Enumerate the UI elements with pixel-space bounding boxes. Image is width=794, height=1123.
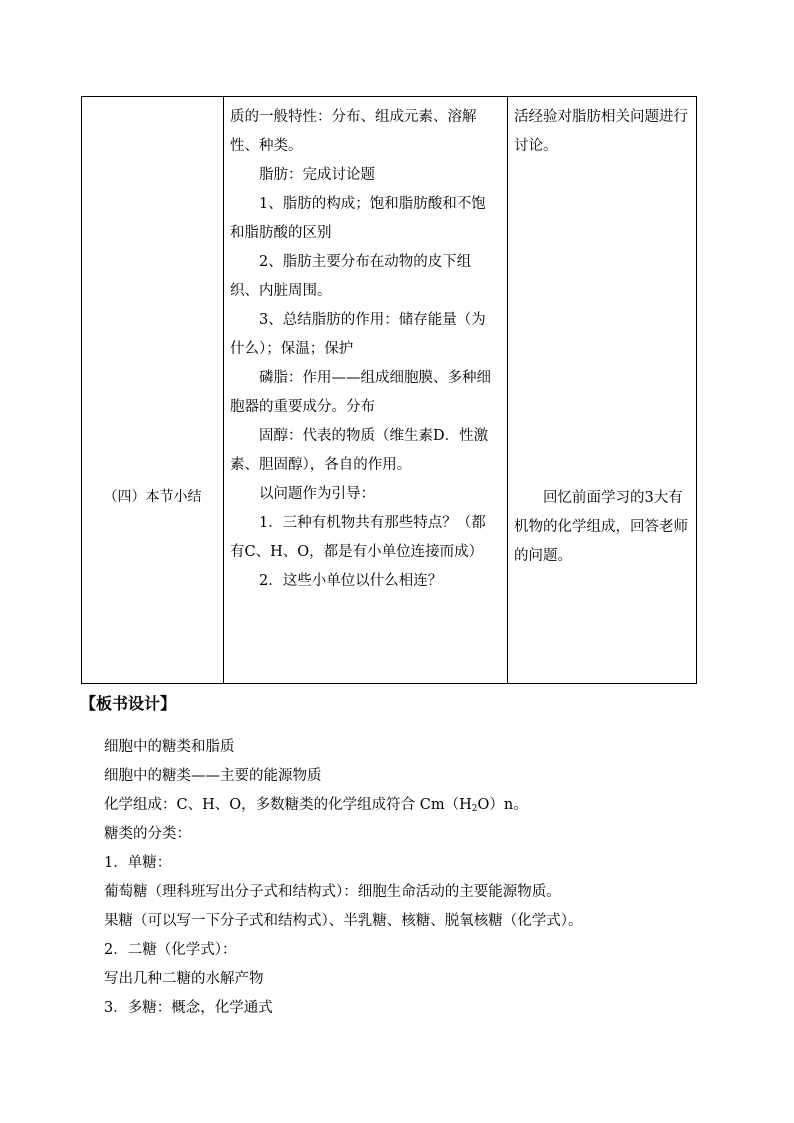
board-line: 3．多糖：概念，化学通式 — [104, 1000, 273, 1016]
formula-text: 化学组成：C、H、O，多数糖类的化学组成符合 Cm（H — [104, 797, 472, 813]
board-line: 2．二糖（化学式）： — [104, 942, 237, 958]
formula-text-end: O）n。 — [477, 797, 528, 813]
content-line: 脂肪：完成讨论题 — [259, 167, 375, 183]
student-activity-top: 活经验对脂肪相关问题进行讨论。 — [514, 109, 688, 154]
content-line: 质的一般特性：分布、组成元素、溶解性、种类。 — [230, 109, 477, 154]
content-line: 2．这些小单位以什么相连？ — [259, 573, 443, 589]
formula-subscript: 2 — [471, 804, 478, 814]
board-line: 果糖（可以写一下分子式和结构式）、半乳糖、核糖、脱氧核糖（化学式）。 — [104, 913, 583, 929]
content-line: 3、总结脂肪的作用：储存能量（为什么）；保温；保护 — [230, 312, 486, 357]
board-design-heading: 【板书设计】 — [80, 694, 177, 713]
board-line: 葡萄糖（理科班写出分子式和结构式）：细胞生命活动的主要能源物质。 — [104, 884, 561, 900]
content-line: 2、脂肪主要分布在动物的皮下组织、内脏周围。 — [230, 254, 472, 299]
student-activity-bottom: 回忆前面学习的3大有机物的化学组成，回答老师的问题。 — [514, 490, 688, 564]
board-line-formula — [104, 791, 724, 820]
content-line: 1、脂肪的构成；饱和脂肪酸和不饱和脂肪酸的区别 — [230, 196, 486, 241]
board-line: 写出几种二糖的水解产物 — [104, 971, 264, 987]
board-line: 糖类的分类： — [104, 826, 191, 842]
content-line: 1．三种有机物共有那些特点？（都有C、H、O，都是有小单位连接而成） — [230, 515, 486, 560]
teacher-activity-cell — [224, 97, 508, 684]
section-cell — [82, 97, 224, 684]
section-label: （四）本节小结 — [103, 489, 202, 505]
content-line: 磷脂：作用——组成细胞膜、多种细胞器的重要成分。分布 — [230, 370, 491, 415]
board-design-content — [104, 733, 724, 1023]
student-activity-cell — [508, 97, 697, 684]
board-line: 细胞中的糖类——主要的能源物质 — [104, 768, 322, 784]
lesson-table — [81, 96, 697, 684]
board-line: 细胞中的糖类和脂质 — [104, 739, 235, 755]
content-line: 固醇：代表的物质（维生素D．性激素、胆固醇），各自的作用。 — [230, 428, 489, 473]
board-line: 1．单糖： — [104, 855, 172, 871]
table-row — [82, 97, 697, 684]
content-line: 以问题作为引导： — [259, 486, 375, 502]
